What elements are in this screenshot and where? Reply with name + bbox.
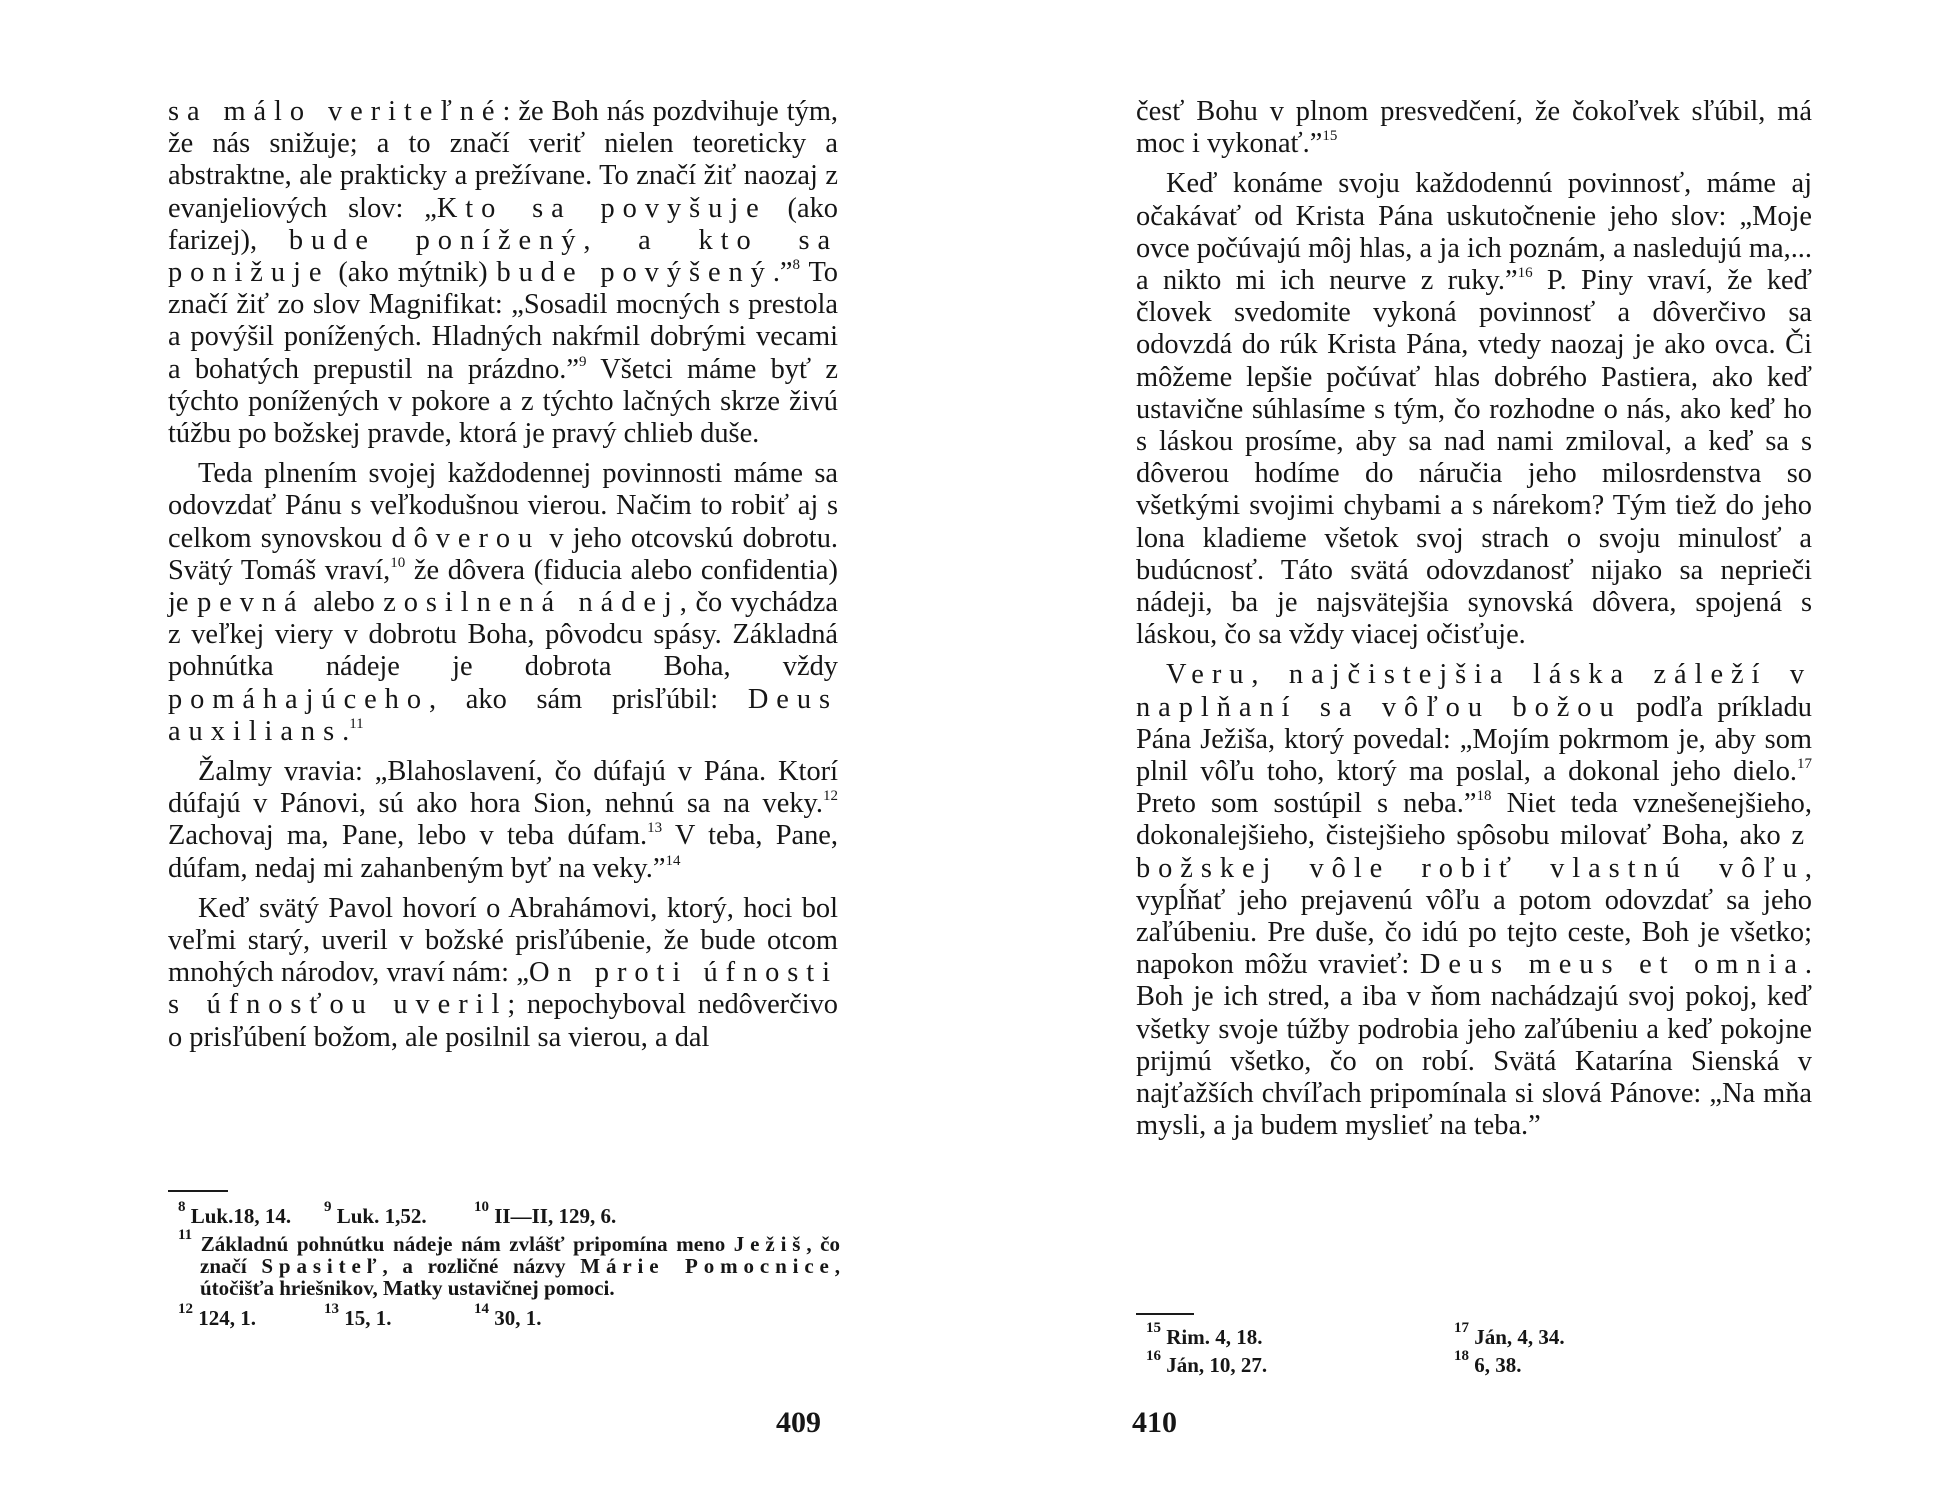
- paragraph: [168, 96, 838, 450]
- text-run: Keď konáme svoju každodennú povinnosť, máme aj očakávať od Krista Pána uskutočnenie jeho slov: „Moje ovce počúvajú môj hlas, a ja ich poznám, a nasledujú ma,... a nikto mi ich neurve z ruky.”: [1136, 168, 1812, 297]
- page-number: 409: [776, 1406, 821, 1439]
- footnote-separator: [168, 1190, 228, 1192]
- spaced-emphasis: Márie Pomocnice: [580, 1254, 835, 1278]
- text-run: alebo: [304, 587, 384, 619]
- paragraph: [168, 756, 838, 885]
- text-run: .”: [772, 257, 793, 289]
- spaced-emphasis: Veru, najčistejšia láska záleží v naplňaní sa vôľou božou: [1136, 659, 1812, 723]
- footnote-text: Rim. 4, 18.: [1161, 1325, 1263, 1349]
- footnote-number: 12: [178, 1301, 193, 1317]
- text-run: Teda plnením svojej každodennej povinnosti máme sa odovzdať Pánu s veľkodušnou vierou. Načim to robiť aj s celkom synovskou: [168, 458, 838, 554]
- spaced-emphasis: Ježiš: [733, 1232, 807, 1256]
- text-run: Žalmy vravia: „Blahoslavení, čo dúfajú v Pána. Ktorí dúfajú v Pánovi, sú ako hora Sion, nehnú sa na veky.: [168, 756, 838, 820]
- right-footnotes: [1146, 1320, 1766, 1382]
- footnote-row: [1146, 1320, 1766, 1349]
- text-run: (ako mýtnik): [329, 257, 497, 289]
- footnote: [474, 1199, 714, 1228]
- footnote-ref: 13: [647, 820, 663, 837]
- spaced-emphasis: dôverou: [391, 522, 541, 554]
- text-run: , čo značí: [200, 1232, 840, 1278]
- text-run: Všetci máme byť z týchto ponížených v pokore a z týchto lačných skrze živú túžbu po božskej pravde, ktorá je pravý chlieb duše.: [168, 353, 838, 450]
- text-run: . Boh je ich stred, a iba v ňom nachádzajú svoj pokoj, keď všetky svoje túžby podrobia jeho zaľúbeniu a keď pokojne prijmú všetko, čo on robí. Svätá Katarína Sienská v najťažších chvíľach pripomínala si slová Pánove: „Na mňa mysli, a ja budem myslieť na teba.”: [1136, 949, 1812, 1142]
- footnote-ref: 9: [578, 353, 587, 370]
- spaced-emphasis: z božskej vôle robiť vlastnú vôľu: [1136, 820, 1812, 884]
- footnote-number: 9: [324, 1199, 332, 1215]
- text-run: (ako farizej),: [168, 192, 838, 256]
- footnote-text: Luk.18, 14.: [185, 1204, 292, 1228]
- footnote-text: II—II, 129, 6.: [489, 1204, 617, 1228]
- footnote-number: 13: [324, 1301, 339, 1317]
- spaced-emphasis: sa málo veriteľné: [168, 96, 503, 127]
- footnote-number: 17: [1454, 1320, 1469, 1336]
- text-run: podľa príkladu Pána Ježiša, ktorý povedal: „Mojím pokrmom je, aby som plnil vôľu toho, ktorý ma poslal, a dokonal jeho dielo.: [1136, 691, 1813, 788]
- footnote-separator: [1136, 1313, 1194, 1315]
- paragraph: [168, 893, 838, 1054]
- text-run: Niet teda vznešenejšieho, dokonalejšieho, čistejšieho spôsobu milovať Boha, ako: [1136, 788, 1812, 852]
- footnote-number: 10: [474, 1199, 489, 1215]
- page-number: 410: [1132, 1406, 1177, 1439]
- footnote-ref: 15: [1322, 128, 1338, 145]
- footnote-ref: 14: [665, 852, 681, 869]
- footnote-text: Ján, 10, 27.: [1161, 1353, 1268, 1377]
- text-run: česť Bohu v plnom presvedčení, že čokoľvek sľúbil, má moc i vykonať.”: [1136, 96, 1812, 160]
- text-run: , útočišťa hriešnikov, Matky ustavičnej pomoci.: [200, 1254, 840, 1300]
- text-run: , vypĺňať jeho prejavenú vôľu a potom odovzdať sa jeho zaľúbeniu. Pre duše, čo idú po tejto ceste, Boh je všetko; napokon môžu vravieť:: [1136, 852, 1812, 981]
- footnote-number: 14: [474, 1301, 489, 1317]
- footnote-number: 18: [1454, 1348, 1469, 1364]
- footnote-number: 8: [178, 1199, 186, 1215]
- footnote-row: [178, 1301, 840, 1330]
- footnote: [1146, 1348, 1454, 1377]
- footnote-ref: 16: [1517, 265, 1533, 282]
- text-run: v jeho otcovskú dobrotu. Svätý Tomáš vraví,: [168, 522, 838, 586]
- text-run: Základnú pohnútku nádeje nám zvlášť pripomína meno: [192, 1232, 734, 1256]
- footnote: [1146, 1320, 1454, 1349]
- footnote: [474, 1301, 714, 1330]
- text-run: .: [342, 715, 350, 747]
- footnote-ref: 17: [1797, 756, 1812, 773]
- paragraph: [1136, 168, 1812, 651]
- footnote-ref: 10: [390, 554, 406, 571]
- footnote-ref: 11: [349, 715, 364, 732]
- spaced-emphasis: bude ponížený, a kto sa ponižuje: [168, 224, 838, 289]
- spaced-emphasis: On proti úfnosti s úfnosťou uveril: [168, 957, 838, 1021]
- footnote: [1454, 1320, 1654, 1349]
- text-run: , čo vychádza z veľkej viery v dobrotu Boha, pôvodcu spásy. Základná pohnútka nádeje je dobrota Boha, vždy: [168, 587, 838, 683]
- footnote-ref: 11: [178, 1227, 193, 1243]
- spaced-emphasis: Deus auxilians: [168, 683, 838, 747]
- text-run: Keď svätý Pavol hovorí o Abrahámovi, ktorý, hoci bol veľmi starý, uveril v božské prisľúbenie, že bude otcom mnohých národov, vraví nám: „: [168, 892, 838, 989]
- footnote-row: [178, 1199, 840, 1228]
- right-page-body: [1136, 96, 1812, 1151]
- footnote-ref: 18: [1476, 788, 1492, 805]
- footnote-ref: 8: [792, 257, 801, 274]
- text-run: Preto som sostúpil s neba.”: [1136, 788, 1477, 820]
- footnote: [324, 1301, 474, 1330]
- footnote: [178, 1301, 324, 1330]
- paragraph: [1136, 659, 1812, 1142]
- footnote-text: 15, 1.: [339, 1306, 392, 1330]
- footnote: [178, 1199, 324, 1228]
- footnote-number: 15: [1146, 1320, 1161, 1336]
- footnote-11: [178, 1227, 840, 1300]
- spaced-emphasis: pomáhajúceho: [168, 683, 429, 715]
- left-footnotes: [178, 1199, 840, 1335]
- spaced-emphasis: Deus meus et omnia: [1419, 949, 1805, 981]
- footnote-text: 30, 1.: [489, 1306, 542, 1330]
- paragraph: [1136, 96, 1812, 160]
- spaced-emphasis: Kto sa povyšuje: [436, 192, 767, 224]
- footnote-text: 124, 1.: [193, 1306, 256, 1330]
- right-page: [978, 0, 1956, 1501]
- footnote: [1454, 1348, 1654, 1377]
- text-run: P. Piny vraví, že keď človek svedomite vykoná povinnosť a dôverčivo sa odovzdá do rúk Krista Pána, vtedy naozaj je ako ovca. Či môžeme lepšie počúvať hlas dobrého Pastiera, ako keď ustavične súhlasíme s tým, čo rozhodne o nás, ako keď ho s láskou prosíme, aby sa nad nami zmiloval, a keď sa s dôverou hodíme do náručia jeho milosrdenstva so všetkými svojimi chybami a s nárekom? Tým tiež do jeho lona kladieme všetok svoj strach o svoju minulosť a budúcnosť. Táto svätá odovzdanosť nijako sa neprieči nádeji, ba je najsvätejšia synovská dôvera, spojená s láskou, čo sa vždy viacej očisťuje.: [1136, 265, 1812, 651]
- text-run: že dôvera (fiducia alebo confidentia) je: [168, 554, 838, 619]
- text-run: : že Boh nás pozdvihuje tým, že nás snižuje; a to značí veriť nielen teoreticky a abstraktne, ale prakticky a prežívane. To značí žiť naozaj z evanjeliových slov: „: [168, 96, 838, 224]
- text-run: Zachovaj ma, Pane, lebo v teba dúfam.: [168, 820, 648, 852]
- text-run: V teba, Pane, dúfam, nedaj mi zahanbeným byť na veky.”: [168, 820, 838, 884]
- text-run: , a rozličné názvy: [382, 1254, 581, 1278]
- footnote-text: Ján, 4, 34.: [1469, 1325, 1565, 1349]
- text-run: ; nepochyboval nedôverčivo o prisľúbení božom, ale posilnil sa vierou, a dal: [168, 989, 839, 1053]
- text-run: , ako sám prisľúbil:: [428, 683, 748, 715]
- footnote-row: [1146, 1348, 1766, 1377]
- left-page-body: [168, 96, 838, 1062]
- spaced-emphasis: zosilnená nádej: [383, 587, 680, 619]
- footnote-text: 6, 38.: [1469, 1353, 1522, 1377]
- spaced-emphasis: pevná: [197, 587, 305, 619]
- spaced-emphasis: Spasiteľ: [261, 1254, 383, 1278]
- footnote-text: Luk. 1,52.: [331, 1204, 427, 1228]
- footnote-ref: 12: [823, 788, 838, 805]
- footnote: [324, 1199, 474, 1228]
- footnote-number: 16: [1146, 1348, 1161, 1364]
- paragraph: [168, 458, 838, 748]
- text-run: To značí žiť zo slov Magnifikat: „Sosadil mocných s prestola a povýšil ponížených. Hladných nakŕmil dobrými vecami a bohatých prepustil na prázdno.”: [168, 257, 838, 385]
- spaced-emphasis: bude povýšený: [496, 257, 773, 289]
